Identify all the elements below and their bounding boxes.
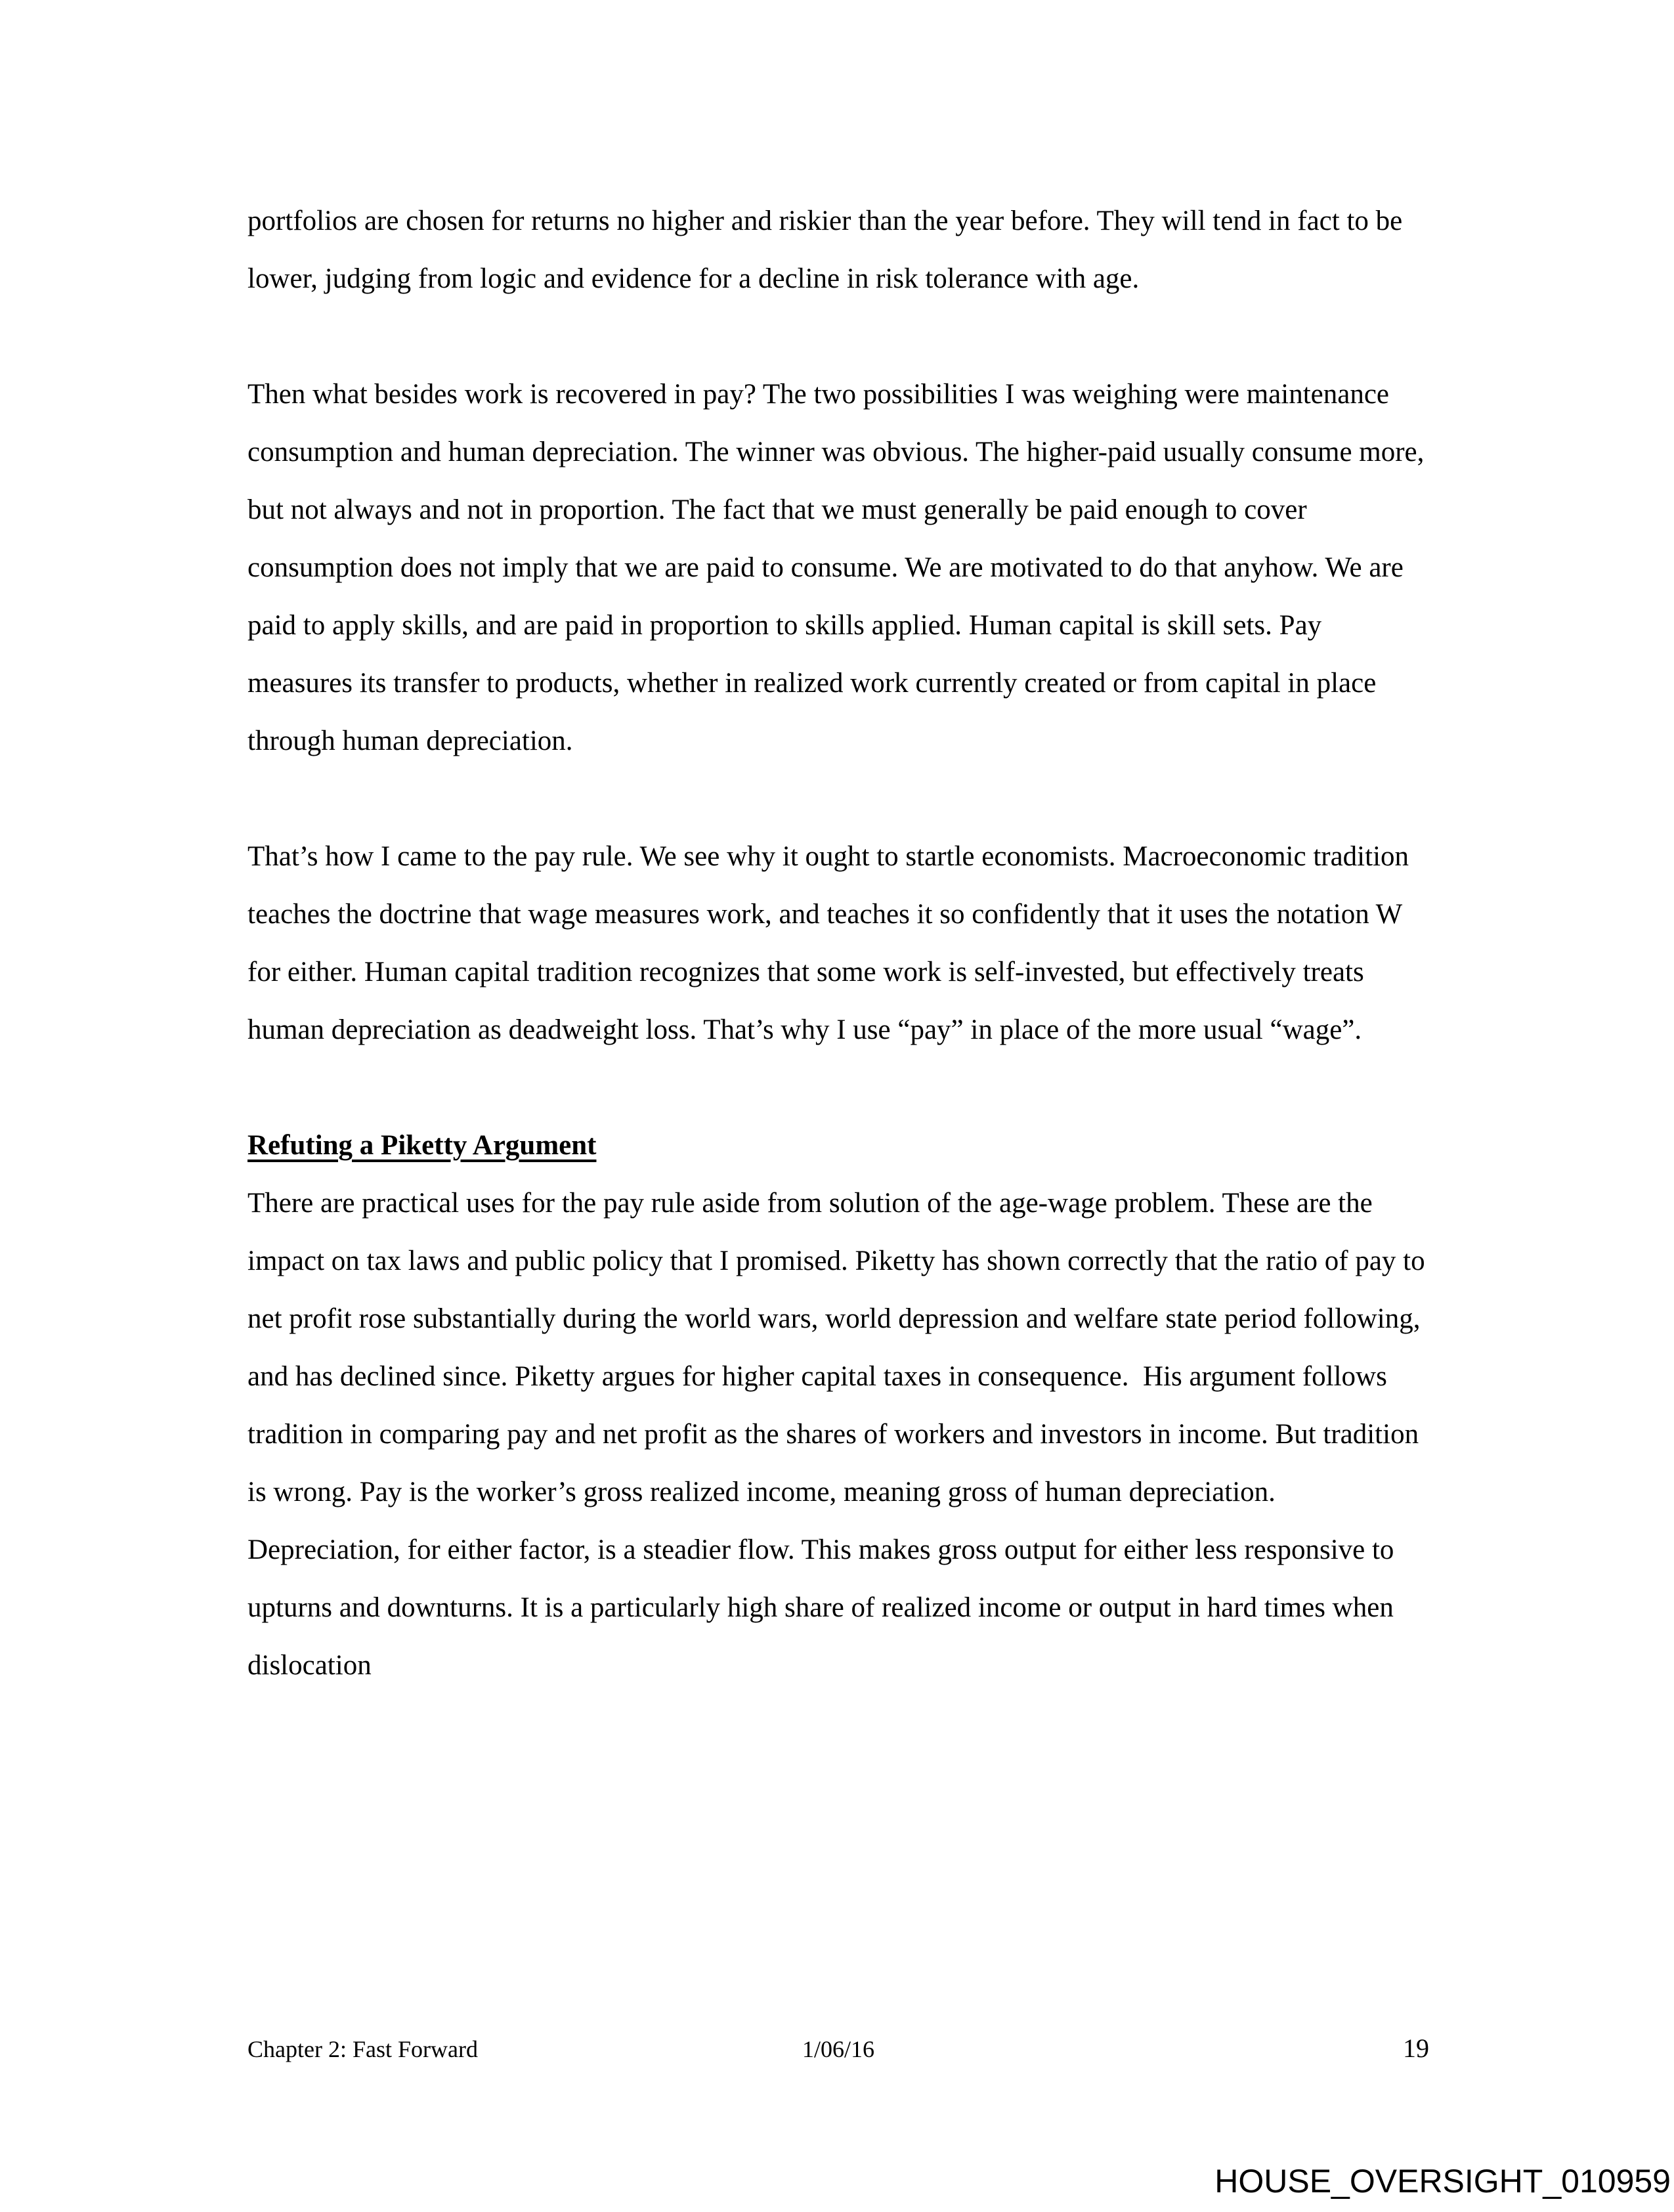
footer-date: 1/06/16	[802, 2036, 874, 2062]
footer-page-number: 19	[1403, 2033, 1429, 2063]
page-footer	[247, 2033, 1429, 2065]
footer-chapter-title: Chapter 2: Fast Forward	[247, 2036, 478, 2062]
section-heading: Refuting a Piketty Argument	[247, 1130, 597, 1161]
paragraph-piketty: There are practical uses for the pay rule aside from solution of the age-wage problem. These are the impact on tax laws and public policy that I promised. Piketty has shown correctly that the ratio of pay to net profit rose substantially during the world wars, world depression and welfare state period following, and has declined since. Piketty argues for higher capital taxes in consequence. His argument follows tradition in comparing pay and net profit as the shares of workers and investors in income. But tradition is wrong. Pay is the worker’s gross realized income, meaning gross of human depreciation. Depreciation, for either factor, is a steadier flow. This makes gross output for either less responsive to upturns and downturns. It is a particularly high share of realized income or output in hard times when dislocation	[247, 1188, 1432, 1681]
bates-stamp: HOUSE_OVERSIGHT_010959	[1214, 2163, 1671, 2200]
paragraph-pay-recovered: Then what besides work is recovered in pay? The two possibilities I was weighing were maintenance consumption and human depreciation. The winner was obvious. The higher-paid usually consume more, but not always and not in proportion. The fact that we must generally be paid enough to cover consumption does not imply that we are paid to consume. We are motivated to do that anyhow. We are paid to apply skills, and are paid in proportion to skills applied. Human capital is skill sets. Pay measures its transfer to products, whether in realized work currently created or from capital in place through human depreciation.	[247, 379, 1432, 756]
paragraph-portfolios: portfolios are chosen for returns no higher and riskier than the year before. They will tend in fact to be lower, judging from logic and evidence for a decline in risk tolerance with age.	[247, 206, 1409, 294]
paragraph-pay-rule: That’s how I came to the pay rule. We see why it ought to startle economists. Macroeconomic tradition teaches the doctrine that wage measures work, and teaches it so confidently that it uses the notation W for either. Human capital tradition recognizes that some work is self-invested, but effectively treats human depreciation as deadweight loss. That’s why I use “pay” in place of the more usual “wage”.	[247, 841, 1416, 1045]
page-body	[247, 192, 1432, 1695]
